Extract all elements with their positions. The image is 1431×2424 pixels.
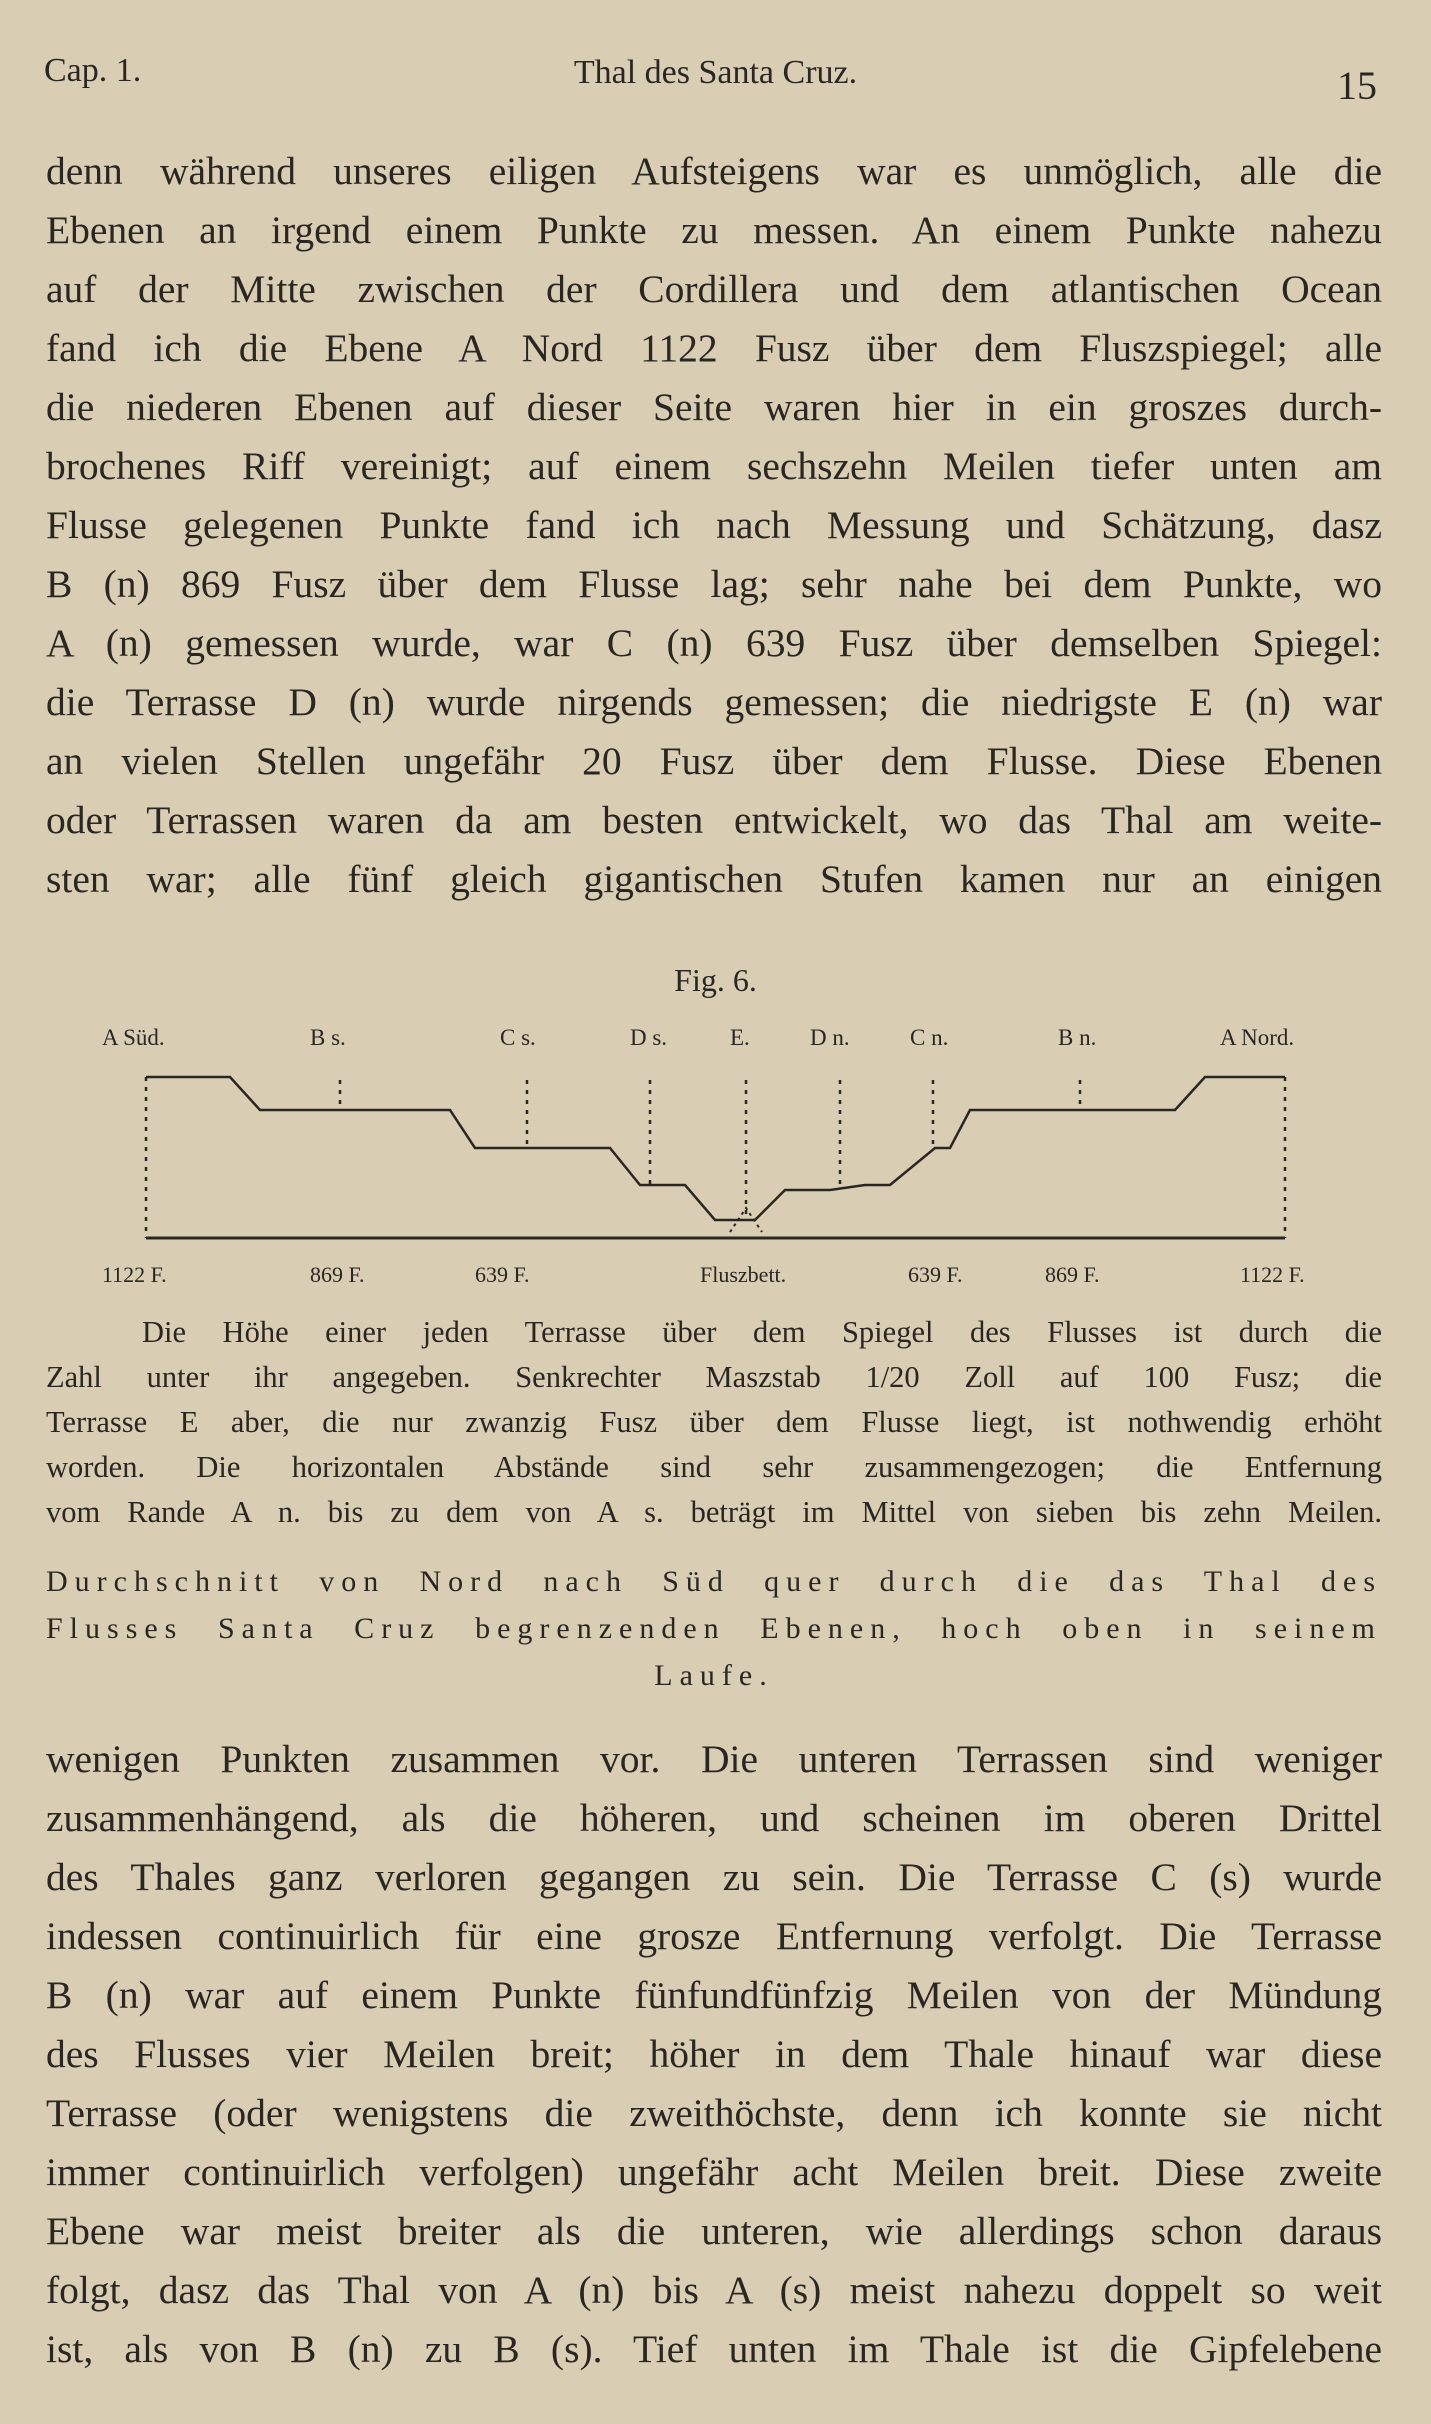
text-line: ist, als von B (n) zu B (s). Tief unten im Thale ist die Gipfelebene <box>46 2327 1382 2371</box>
caption-line: worden. Die horizontalen Abstände sind sehr zusammengezogen; die Entfernung <box>46 1450 1382 1484</box>
figure-subtitle <box>46 1558 1382 1699</box>
height-label-b-n: 869 F. <box>1045 1262 1100 1287</box>
terrace-cross-section-figure <box>90 1020 1350 1300</box>
bottom-paragraph <box>46 1730 1382 2379</box>
text-line: Flusse gelegenen Punkte fand ich nach Messung und Schätzung, dasz <box>46 503 1382 547</box>
running-title: Thal des Santa Cruz. <box>573 54 858 91</box>
text-line: B (n) 869 Fusz über dem Flusse lag; sehr nahe bei dem Punkte, wo <box>46 562 1382 606</box>
page-header <box>44 52 1387 112</box>
top-paragraph <box>46 142 1382 909</box>
text-line: oder Terrassen waren da am besten entwickelt, wo das Thal am weite- <box>46 798 1382 842</box>
text-line: sten war; alle fünf gleich gigantischen Stufen kamen nur an einigen <box>46 857 1382 901</box>
subtitle-line: Flusses Santa Cruz begrenzenden Ebenen, hoch oben in seinem <box>46 1612 1382 1645</box>
text-line: A (n) gemessen wurde, war C (n) 639 Fusz über demselben Spiegel: <box>46 621 1382 665</box>
caption-line: Zahl unter ihr angegeben. Senkrechter Maszstab 1/20 Zoll auf 100 Fusz; die <box>46 1360 1382 1394</box>
text-line: auf der Mitte zwischen der Cordillera und dem atlantischen Ocean <box>46 267 1382 311</box>
label-e: E. <box>730 1025 750 1050</box>
height-label-a-nord: 1122 F. <box>1240 1262 1305 1287</box>
figure-caption <box>46 1310 1382 1535</box>
label-a-nord: A Nord. <box>1220 1025 1295 1050</box>
label-c-n: C n. <box>910 1025 949 1050</box>
text-line: brochenes Riff vereinigt; auf einem sechszehn Meilen tiefer unten am <box>46 444 1382 488</box>
height-label-c-s: 639 F. <box>475 1262 530 1287</box>
text-line: des Thales ganz verloren gegangen zu sein. Die Terrasse C (s) wurde <box>46 1855 1382 1899</box>
chapter-label: Cap. 1. <box>44 52 142 89</box>
height-label-a-sued: 1122 F. <box>102 1262 167 1287</box>
text-line: Ebene war meist breiter als die unteren, wie allerdings schon daraus <box>46 2209 1382 2253</box>
caption-line: Die Höhe einer jeden Terrasse über dem Spiegel des Flusses ist durch die <box>142 1315 1382 1349</box>
subtitle-line: Laufe. <box>654 1659 774 1692</box>
caption-line: Terrasse E aber, die nur zwanzig Fusz über dem Flusse liegt, ist nothwendig erhöht <box>46 1405 1382 1439</box>
height-label-b-s: 869 F. <box>310 1262 365 1287</box>
text-line: folgt, dasz das Thal von A (n) bis A (s) meist nahezu doppelt so weit <box>46 2268 1382 2312</box>
subtitle-line: Durchschnitt von Nord nach Süd quer durch die das Thal des <box>46 1565 1382 1598</box>
caption-line: vom Rande A n. bis zu dem von A s. beträgt im Mittel von sieben bis zehn Meilen. <box>46 1495 1382 1529</box>
text-line: denn während unseres eiligen Aufsteigens war es unmöglich, alle die <box>46 149 1382 193</box>
text-line: wenigen Punkten zusammen vor. Die unteren Terrassen sind weniger <box>46 1737 1382 1781</box>
text-line: fand ich die Ebene A Nord 1122 Fusz über dem Fluszspiegel; alle <box>46 326 1382 370</box>
text-line: des Flusses vier Meilen breit; höher in dem Thale hinauf war diese <box>46 2032 1382 2076</box>
label-b-n: B n. <box>1058 1025 1097 1050</box>
figure-title: Fig. 6. <box>674 962 757 998</box>
vertical-dotted-lines <box>146 1077 1285 1238</box>
text-line: die Terrasse D (n) wurde nirgends gemessen; die niedrigste E (n) war <box>46 680 1382 724</box>
text-line: indessen continuirlich für eine grosze Entfernung verfolgt. Die Terrasse <box>46 1914 1382 1958</box>
text-line: zusammenhängend, als die höheren, und scheinen im oberen Drittel <box>46 1796 1382 1840</box>
height-label-riverbed: Fluszbett. <box>700 1262 787 1287</box>
label-c-s: C s. <box>500 1025 536 1050</box>
label-d-s: D s. <box>630 1025 668 1050</box>
text-line: Ebenen an irgend einem Punkte zu messen. An einem Punkte nahezu <box>46 208 1382 252</box>
terrace-profile-line <box>146 1077 1285 1220</box>
text-line: immer continuirlich verfolgen) ungefähr acht Meilen breit. Diese zweite <box>46 2150 1382 2194</box>
label-b-s: B s. <box>310 1025 346 1050</box>
label-a-sued: A Süd. <box>102 1025 165 1050</box>
text-line: die niederen Ebenen auf dieser Seite waren hier in ein groszes durch- <box>46 385 1382 429</box>
text-line: an vielen Stellen ungefähr 20 Fusz über dem Flusse. Diese Ebenen <box>46 739 1382 783</box>
label-d-n: D n. <box>810 1025 850 1050</box>
text-line: Terrasse (oder wenigstens die zweithöchste, denn ich konnte sie nicht <box>46 2091 1382 2135</box>
page-number: 15 <box>1337 63 1377 108</box>
text-line: B (n) war auf einem Punkte fünfundfünfzig Meilen von der Mündung <box>46 1973 1382 2017</box>
height-label-c-n: 639 F. <box>908 1262 963 1287</box>
